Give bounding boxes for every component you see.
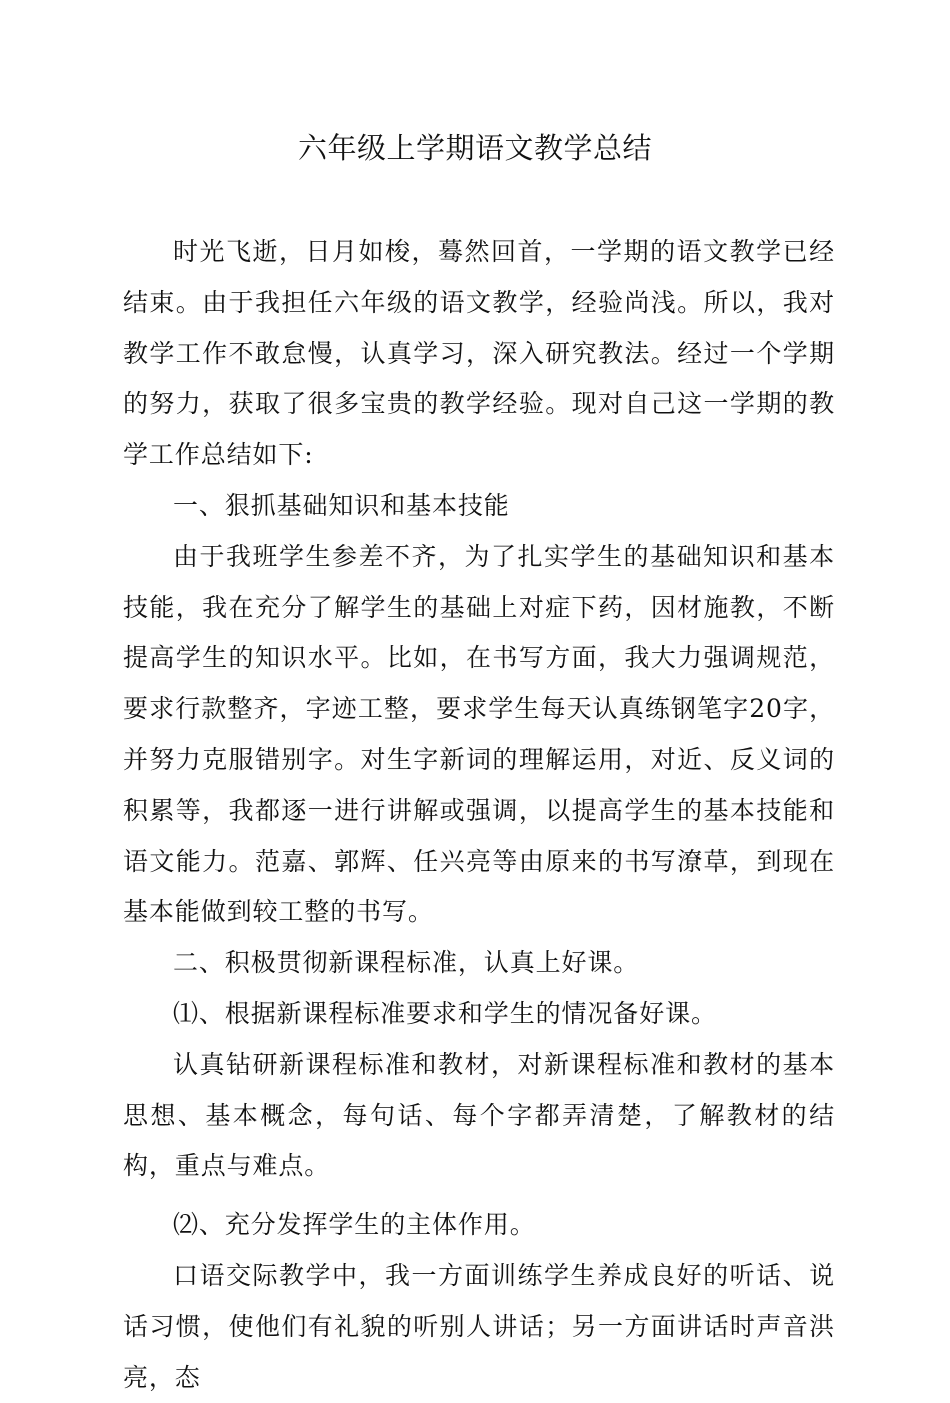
subsection-heading-student-role: ⑵、充分发挥学生的主体作用。 (173, 1210, 536, 1240)
paragraph-lesson-prep: 认真钻研新课程标准和教材，对新课程标准和教材的基本思想、基本概念，每句话、每个字都弄清楚，了解教材的结构，重点与难点。 (123, 1049, 835, 1181)
paragraph-oral-communication: 口语交际教学中，我一方面训练学生养成良好的听话、说话习惯，使他们有礼貌的听别人讲话；另一方面讲话时声音洪亮，态 (123, 1260, 835, 1392)
subsection-heading-lesson-prep: ⑴、根据新课程标准要求和学生的情况备好课。 (173, 998, 717, 1028)
paragraph-basics: 由于我班学生参差不齐，为了扎实学生的基础知识和基本技能，我在充分了解学生的基础上对症下药，因材施教，不断提高学生的知识水平。比如，在书写方面，我大力强调规范，要求行款整齐，字迹工整，要求学生每天认真练钢笔字20字，并努力克服错别字。对生字新词的理解运用，对近、反义词的积累等，我都逐一进行讲解或强调，以提高学生的基本技能和语文能力。范嘉、郭辉、任兴亮等由原来的书写潦草，到现在基本能做到较工整的书写。 (123, 541, 835, 927)
section-heading-basics: 一、狠抓基础知识和基本技能 (173, 490, 510, 520)
document-body (123, 227, 835, 1403)
document-title: 六年级上学期语文教学总结 (297, 131, 652, 165)
section-heading-curriculum: 二、积极贯彻新课程标准，认真上好课。 (173, 948, 640, 978)
paragraph-intro: 时光飞逝，日月如梭，蓦然回首，一学期的语文教学已经结束。由于我担任六年级的语文教学，经验尚浅。所以，我对教学工作不敢怠慢，认真学习，深入研究教法。经过一个学期的努力，获取了很多宝贵的教学经验。现对自己这一学期的教学工作总结如下: (123, 237, 835, 470)
